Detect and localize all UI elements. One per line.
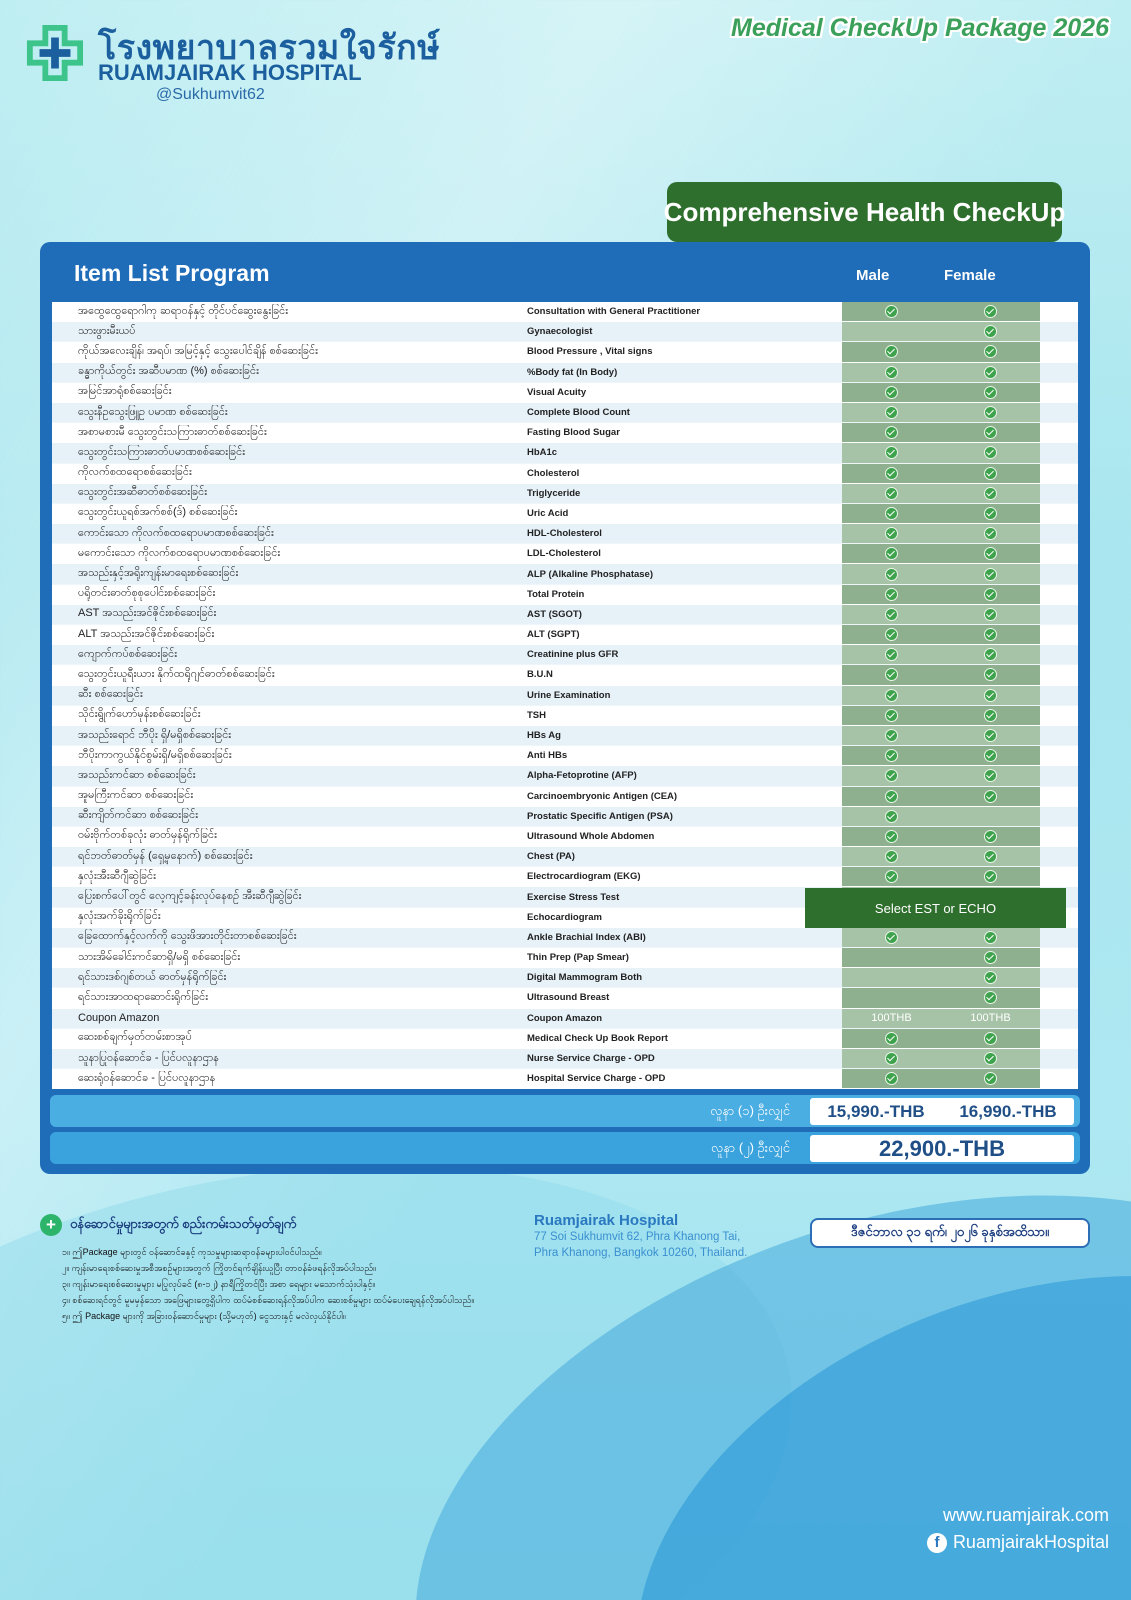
item-name-burmese: ဝမ်းဗိုက်တစ်ခုလုံး ဓာတ်မှန်ရိုက်ခြင်း [78,829,217,842]
item-name-burmese: သွေးတွင်းယူရစ်အက်စစ်(ဒ်) စစ်ဆေးခြင်း [78,506,238,519]
term-item: ၁။ ဤPackage များတွင် ဝန်ဆောင်ခနှင့် ကုသမှုများဆရာဝန်ခများပါဝင်ပါသည်။ [62,1247,322,1257]
item-name-burmese: သွေးတွင်းသကြားဓာတ်ပမာဏစစ်ဆေးခြင်း [78,445,245,458]
item-name-burmese: အသည်းကင်ဆာ စစ်ဆေးခြင်း [78,768,196,781]
item-name-burmese: ရင်သားအာထရာဆောင်းရိုက်ခြင်း [78,990,209,1003]
item-name-english: Total Protein [527,588,585,600]
female-cell [941,1049,1040,1068]
male-cell [842,867,941,886]
male-cell [842,605,941,624]
logo-thai-name: โรงพยาบาลรวมใจรักษ์ [98,29,441,67]
male-cell [842,544,941,563]
price-couple-label: လူနာ (၂) ဦးလျှင် [710,1140,790,1155]
male-cell [842,464,941,483]
check-icon [885,386,898,399]
table-row [52,1069,1078,1089]
check-icon [984,507,997,520]
item-name-english: Electrocardiogram (EKG) [527,871,641,883]
female-cell [941,1069,1040,1088]
check-icon [885,870,898,883]
item-name-english: Prostatic Specific Antigen (PSA) [527,810,673,822]
item-name-burmese: ကျောက်ကပ်စစ်ဆေးခြင်း [78,647,178,660]
male-cell [842,968,941,987]
item-name-burmese: Coupon Amazon [78,1012,160,1025]
item-name-english: Fasting Blood Sugar [527,427,620,439]
check-icon [885,406,898,419]
item-name-burmese: သားဖွားမီးယပ် [78,324,136,337]
female-cell [941,665,1040,684]
check-icon [984,325,997,338]
female-cell [941,1029,1040,1048]
item-name-english: Triglyceride [527,487,581,499]
female-cell [941,827,1040,846]
table-row [52,342,1078,362]
item-name-english: Ultrasound Whole Abdomen [527,830,655,842]
item-name-english: Anti HBs [527,750,568,762]
check-icon [885,568,898,581]
item-name-english: Blood Pressure , Vital signs [527,346,653,358]
item-name-english: Complete Blood Count [527,407,630,419]
item-name-english: HBs Ag [527,730,561,742]
website-link[interactable]: www.ruamjairak.com [942,1505,1109,1525]
medical-cross-icon [26,24,84,82]
check-icon [984,1052,997,1065]
terms-list [40,1244,540,1324]
item-name-burmese: သားအိမ်ခေါင်းကင်ဆာရှိ/မရှိ စစ်ဆေးခြင်း [78,950,241,963]
couple-price: 22,900.-THB [879,1135,1005,1161]
item-name-english: Digital Mammogram Both [527,972,643,984]
item-name-burmese: သွေးတွင်းအဆီဓာတ်စစ်ဆေးခြင်း [78,486,208,499]
check-icon [984,547,997,560]
female-cell [941,625,1040,644]
table-row [52,726,1078,746]
item-table [52,302,1078,1089]
check-icon [885,668,898,681]
check-icon [984,689,997,702]
check-icon [984,991,997,1004]
male-cell [842,726,941,745]
check-icon [984,467,997,480]
check-icon [984,1072,997,1085]
male-cell [842,988,941,1007]
table-row [52,1029,1078,1049]
facebook-name: RuamjairakHospital [952,1532,1109,1552]
check-icon [885,1032,898,1045]
check-icon [984,648,997,661]
table-row [52,443,1078,463]
price-couple-box [810,1135,1074,1162]
male-cell [842,484,941,503]
logo-english-name: RUAMJAIRAK HOSPITAL [98,60,362,85]
hospital-logo [26,14,441,104]
female-cell [941,443,1040,462]
male-cell [842,645,941,664]
address-line-1: 77 Soi Sukhumvit 62, Phra Khanong Tai, [534,1231,741,1243]
table-row [52,988,1078,1008]
male-cell [842,1069,941,1088]
table-row [52,423,1078,443]
table-row [52,504,1078,524]
item-name-burmese: ရင်သားဒစ်ဂျစ်တယ် ဓာတ်မှန်ရိုက်ခြင်း [78,970,227,983]
item-name-english: Nurse Service Charge - OPD [527,1053,655,1065]
item-name-english: Gynaecologist [527,326,593,338]
table-row [52,484,1078,504]
item-name-burmese: အူမကြီးကင်ဆာ စစ်ဆေးခြင်း [78,789,194,802]
item-name-english: HDL-Cholesterol [527,528,602,540]
item-name-english: Consultation with General Practitioner [527,306,701,318]
table-row [52,605,1078,625]
item-name-english: Coupon Amazon [527,1012,603,1024]
check-icon [984,628,997,641]
est-echo-note: Select EST or ECHO [805,888,1066,928]
check-icon [885,769,898,782]
check-icon [984,568,997,581]
price-single-box [810,1098,1074,1125]
item-name-burmese: သိုင်းရွိုက်ဟော်မုန်းစစ်ဆေးခြင်း [78,708,201,721]
female-cell [941,544,1040,563]
check-icon [984,709,997,722]
table-row [52,665,1078,685]
table-row [52,968,1078,988]
check-icon [885,527,898,540]
male-cell [842,322,941,341]
female-cell [941,787,1040,806]
female-cell [941,484,1040,503]
item-name-english: HbA1c [527,447,558,459]
item-name-english: TSH [527,709,546,721]
terms-title: ဝန်ဆောင်မှုများအတွက် စည်းကမ်းသတ်မှတ်ချက် [70,1215,297,1231]
table-row [52,363,1078,383]
table-row [52,948,1078,968]
facebook-link[interactable] [927,1532,1109,1553]
table-row [52,302,1078,322]
check-icon [885,628,898,641]
male-cell [842,504,941,523]
check-icon [885,588,898,601]
female-price: 16,990.-THB [959,1101,1057,1121]
check-icon [984,527,997,540]
item-name-burmese: အသည်းနှင့်အရိုးကျန်းမာရေးစစ်ဆေးခြင်း [78,567,239,580]
check-icon [984,608,997,621]
female-column-header: Female [944,267,996,284]
male-cell [842,625,941,644]
check-icon [885,709,898,722]
item-name-english: Thin Prep (Pap Smear) [527,952,629,964]
check-icon [984,366,997,379]
program-tag: Comprehensive Health CheckUp [667,182,1062,242]
female-cell [941,302,1040,321]
item-name-burmese: ကိုယ်အလေးချိန်၊ အရပ်၊ အမြင့်နှင့် သွေးပေါင်ချိန် စစ်ဆေးခြင်း [78,344,318,357]
item-name-burmese: AST အသည်းအင်ဇိုင်းစစ်ဆေးခြင်း [78,607,217,620]
item-name-english: Visual Acuity [527,386,587,398]
price-row-single [50,1095,1080,1127]
logo-handle: @Sukhumvit62 [156,86,265,103]
female-cell [941,968,1040,987]
check-icon [984,406,997,419]
table-row [52,322,1078,342]
check-icon [984,668,997,681]
female-cell [941,383,1040,402]
check-icon [885,850,898,863]
check-icon [984,769,997,782]
item-name-burmese: သွေးနီဥသွေးဖြူဥ ပမာဏ စစ်ဆေးခြင်း [78,405,228,418]
table-row [52,524,1078,544]
check-icon [885,689,898,702]
item-name-burmese: ALT အသည်းအင်ဇိုင်းစစ်ဆေးခြင်း [78,627,215,640]
male-cell [842,342,941,361]
male-cell [842,706,941,725]
table-row [52,928,1078,948]
item-name-english: Exercise Stress Test [527,891,620,903]
check-icon [885,608,898,621]
female-cell [941,928,1040,947]
female-cell [941,847,1040,866]
male-cell [842,948,941,967]
female-cell [941,766,1040,785]
item-name-burmese: ပြေးစက်ပေါ်တွင် လေ့ကျင့်ခန်းလုပ်နေစဉ် အီးဆီဂျီဆွဲခြင်း [78,890,302,903]
male-cell: 100THB [842,1009,941,1028]
item-name-english: Cholesterol [527,467,580,479]
check-icon [984,487,997,500]
male-cell [842,564,941,583]
table-row [52,1049,1078,1069]
check-icon [885,1072,898,1085]
table-row [52,847,1078,867]
table-row [52,585,1078,605]
item-name-english: Medical Check Up Book Report [527,1032,668,1044]
item-name-burmese: သူနာပြုဝန်ဆောင်ခ - ပြင်ပလူနာဌာန [78,1051,219,1064]
terms-section [40,1214,540,1324]
check-icon [885,446,898,459]
price-single-label: လူနာ (၁) ဦးလျှင် [710,1103,790,1118]
male-cell [842,403,941,422]
panel-title: Item List Program [74,260,270,286]
item-name-english: %Body fat (In Body) [527,366,618,378]
check-icon [984,850,997,863]
male-price: 15,990.-THB [827,1101,925,1121]
female-cell [941,746,1040,765]
item-name-english: Ultrasound Breast [527,992,610,1004]
item-name-burmese: ဘီပိုးကာကွယ်နိုင်စွမ်းရှိ/မရှိစစ်ဆေးခြင်း [78,748,232,761]
term-item: ၄။ စစ်ဆေးရင်တွင် မူမမှန်သော အဖြေများတွေ့ရှိပါက ထပ်မံစစ်ဆေးရန်လိုအပ်ပါက ဆေးစစ်မှုများ ထပ်မံပေးချေရန်လိုအပ်ပါသည်။ [62,1295,475,1305]
male-cell [842,787,941,806]
terms-header [40,1214,540,1236]
item-name-english: Ankle Brachial Index (ABI) [527,931,646,943]
check-icon [984,345,997,358]
check-icon [885,729,898,742]
table-row [52,403,1078,423]
female-cell: 100THB [941,1009,1040,1028]
table-row [52,807,1078,827]
item-name-english: Alpha-Fetoprotine (AFP) [527,770,637,782]
check-icon [984,790,997,803]
male-cell [842,766,941,785]
female-cell [941,585,1040,604]
check-icon [984,951,997,964]
item-name-burmese: အထွေထွေရောဂါကု ဆရာဝန်နှင့် တိုင်ပင်ဆွေးနွေးခြင်း [78,304,289,317]
check-icon [984,749,997,762]
item-name-english: Echocardiogram [527,911,602,923]
table-row [52,867,1078,887]
item-name-english: Urine Examination [527,689,611,701]
item-name-english: Creatinine plus GFR [527,649,619,661]
male-cell [842,665,941,684]
table-row [52,686,1078,706]
check-icon [885,305,898,318]
term-item: ၂။ ကျန်းမာရေးစစ်ဆေးမှုအစီအစဉ်များအတွက် ကြိုတင်ရက်ချိန်းယူပြီး တာဝန်ခံဖရန်လိုအပ်ပါသည်။ [62,1263,376,1273]
package-title: Medical CheckUp Package 2026 [731,14,1109,42]
check-icon [885,345,898,358]
check-icon [885,830,898,843]
item-name-burmese: ပရိုတင်းဓာတ်စုစုပေါင်းစစ်ဆေးခြင်း [78,587,216,600]
table-row [52,645,1078,665]
female-cell [941,564,1040,583]
item-name-burmese: မကောင်းသော ကိုလက်စထရောပမာဏစစ်ဆေးခြင်း [78,546,281,559]
item-name-burmese: ဆေးရုံဝန်ဆောင်ခ - ပြင်ပလူနာဌာန [78,1071,216,1084]
item-name-english: AST (SGOT) [527,608,582,620]
check-icon [885,931,898,944]
female-cell [941,988,1040,1007]
check-icon [984,729,997,742]
check-icon [885,749,898,762]
female-cell [941,342,1040,361]
item-name-english: ALT (SGPT) [527,629,580,641]
item-name-english: Hospital Service Charge - OPD [527,1073,666,1085]
term-item: ၃။ ကျန်းမာရေးစစ်ဆေးမှုများ မပြုလုပ်ခင် (၈-၁၂) နာရီကြိုတင်ပြီး အစာ ရေများ မသောက်သုံးပါနှင့်။ [62,1279,376,1289]
female-cell [941,423,1040,442]
female-cell [941,867,1040,886]
item-name-english: B.U.N [527,669,553,681]
item-name-english: Uric Acid [527,507,569,519]
item-name-burmese: နှလုံးအက်ခိုးရိုက်ခြင်း [78,910,161,923]
check-icon [984,588,997,601]
address-name: Ruamjairak Hospital [534,1212,679,1229]
item-name-english: ALP (Alkaline Phosphatase) [527,568,653,580]
item-name-burmese: ကောင်းသော ကိုလက်စထရောပမာဏစစ်ဆေးခြင်း [78,526,274,539]
table-row [52,1009,1078,1029]
check-icon [885,810,898,823]
check-icon [885,487,898,500]
male-cell [842,807,941,826]
female-cell [941,524,1040,543]
term-item: ၅။ ဤ Package များကို အခြားဝန်ဆောင်မှုများ (သို့မဟုတ်) ငွေသားနှင့် မလဲလှယ်နိုင်ပါ။ [62,1311,346,1321]
male-cell [842,302,941,321]
check-icon [885,366,898,379]
table-row [52,625,1078,645]
check-icon [984,830,997,843]
male-cell [842,585,941,604]
male-cell [842,928,941,947]
female-cell [941,807,1040,826]
table-row [52,544,1078,564]
check-icon [984,426,997,439]
check-icon [984,1032,997,1045]
check-icon [984,386,997,399]
male-cell [842,443,941,462]
female-cell [941,605,1040,624]
item-name-burmese: နှလုံးအီးဆီဂျီဆွဲခြင်း [78,869,156,882]
table-row [52,706,1078,726]
item-name-burmese: ခန္ဓာကိုယ်တွင်း အဆီပမာဏ (%) စစ်ဆေးခြင်း [78,365,259,378]
table-row [52,827,1078,847]
table-row [52,383,1078,403]
item-name-english: Chest (PA) [527,851,575,863]
male-cell [842,383,941,402]
item-name-burmese: ကိုလက်စထရောစစ်ဆေးခြင်း [78,466,192,479]
female-cell [941,948,1040,967]
male-column-header: Male [856,267,890,284]
check-icon [984,931,997,944]
female-cell [941,706,1040,725]
check-icon [885,467,898,480]
item-name-burmese: ဆီး စစ်ဆေးခြင်း [78,688,143,701]
item-name-burmese: ခြေထောက်နှင့်လက်ကို သွေးဖိအားတိုင်းတာစစ်ဆေးခြင်း [78,930,297,943]
validity-badge: ဒီဇင်ဘာလ ၃၁ ရက်၊ ၂၀၂၆ ခုနှစ်အထိသာ။ [810,1218,1090,1248]
check-icon [885,547,898,560]
female-cell [941,403,1040,422]
male-cell [842,363,941,382]
plus-icon: + [40,1214,62,1236]
table-row [52,766,1078,786]
male-cell [842,746,941,765]
female-cell [941,645,1040,664]
item-name-english: LDL-Cholesterol [527,548,601,560]
item-list-panel [40,242,1090,1174]
item-name-english: Carcinoembryonic Antigen (CEA) [527,790,678,802]
male-cell [842,1049,941,1068]
check-icon [984,971,997,984]
female-cell [941,686,1040,705]
male-cell [842,686,941,705]
table-row [52,464,1078,484]
female-cell [941,363,1040,382]
male-cell [842,847,941,866]
price-row-couple [50,1132,1080,1164]
check-icon [984,446,997,459]
item-name-burmese: ဆေးစစ်ချက်မှတ်တမ်းစာအုပ် [78,1031,192,1044]
item-name-burmese: အသည်းရောင် ဘီပိုး ရှိ/မရှိစစ်ဆေးခြင်း [78,728,232,741]
item-name-burmese: အမြင်အာရုံစစ်ဆေးခြင်း [78,385,172,398]
female-cell [941,726,1040,745]
item-name-burmese: ရင်ဘတ်ဓာတ်မှန် (ရှေ့မှနောက်) စစ်ဆေးခြင်း [78,849,253,862]
male-cell [842,524,941,543]
female-cell [941,464,1040,483]
check-icon [984,305,997,318]
male-cell [842,1029,941,1048]
item-name-burmese: ဆီးကျိတ်ကင်ဆာ စစ်ဆေးခြင်း [78,809,198,822]
male-cell [842,827,941,846]
address-line-2: Phra Khanong, Bangkok 10260, Thailand. [534,1247,748,1259]
table-row [52,564,1078,584]
check-icon [885,648,898,661]
check-icon [984,870,997,883]
female-cell [941,322,1040,341]
check-icon [885,1052,898,1065]
hospital-address [534,1212,794,1261]
table-row [52,787,1078,807]
item-name-burmese: အစာမစားမီ သွေးတွင်းသကြားဓာတ်စစ်ဆေးခြင်း [78,425,267,438]
female-cell [941,504,1040,523]
check-icon [885,507,898,520]
male-cell [842,423,941,442]
item-name-burmese: သွေးတွင်းယူရီးယား နိုက်ထရိုဂျင်ဓာတ်စစ်ဆေးခြင်း [78,667,275,680]
check-icon [885,790,898,803]
check-icon [885,426,898,439]
table-row [52,746,1078,766]
facebook-icon: f [927,1533,947,1553]
